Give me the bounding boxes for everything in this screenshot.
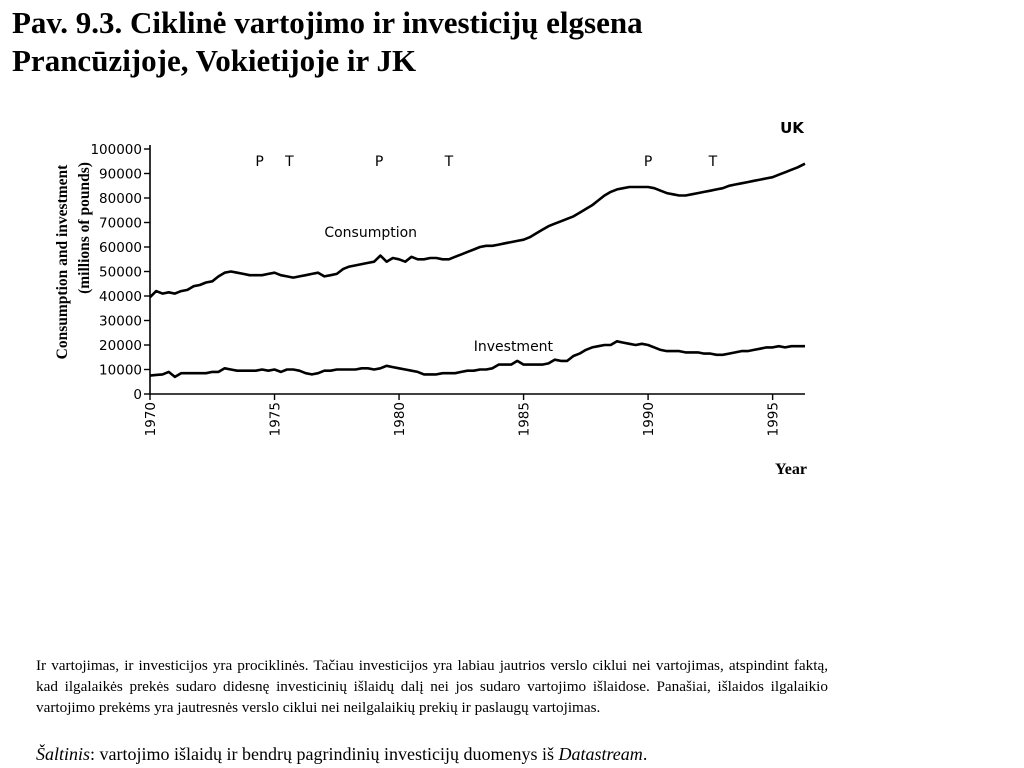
axes [90, 142, 805, 436]
slide-title-line-2: Prancūzijoje, Vokietijoje ir JK [12, 43, 417, 78]
x-axis-title: Year [775, 461, 807, 478]
y-tick-label: 0 [133, 387, 142, 403]
y-axis-title-line-2: (millions of pounds) [76, 162, 93, 294]
y-tick-label: 100000 [90, 142, 142, 158]
chart-labels [54, 119, 807, 478]
cycle-marker-t: T [708, 154, 718, 170]
source-label: Šaltinis [36, 744, 91, 764]
series-label-consumption: Consumption [324, 225, 418, 242]
y-tick-label: 60000 [99, 240, 142, 256]
series-line-consumption [150, 164, 805, 298]
source-note [36, 743, 836, 765]
source-end: . [642, 744, 648, 764]
x-tick-label: 1980 [392, 402, 409, 437]
y-tick-label: 30000 [99, 313, 142, 330]
y-tick-label: 80000 [99, 191, 142, 207]
x-tick-label: 1990 [641, 402, 658, 437]
x-tick-label: 1970 [143, 402, 159, 437]
source-text: : vartojimo išlaidų ir bendrų pagrindinių investicijų duomenys iš [90, 744, 559, 764]
region-label: UK [780, 119, 804, 137]
cycle-marker-t: T [285, 154, 294, 170]
source-italic: Datastream [558, 744, 643, 764]
y-axis-title-line-1: Consumption and investment [54, 164, 71, 360]
x-tick-label: 1975 [267, 402, 284, 437]
y-tick-label: 10000 [99, 362, 142, 379]
cycle-marker-t: T [444, 154, 454, 170]
cycle-marker-p: P [255, 154, 264, 170]
caption-text: Ir vartojimas, ir investicijos yra prociklinės. Tačiau investicijos yra labiau jautrios verslo ciklui nei vartojimas, atspindint faktą, kad ilgalaikės prekės sudaro didesnę investicinių išlaidų dalį nei jos sudaro vartojimo išlaidose. Panašiai, išlaidos ilgalaikio vartojimo prekėms yra jautresnės verslo ciklui nei neilgalaikių prekių ir paslaugų vartojimas. [36, 657, 828, 716]
y-tick-label: 40000 [99, 289, 142, 305]
x-tick-label: 1995 [765, 402, 782, 437]
cycle-marker-p: P [374, 154, 384, 170]
cycle-marker-p: P [643, 154, 653, 170]
y-tick-label: 90000 [99, 166, 142, 183]
y-tick-label: 70000 [99, 215, 142, 232]
slide-title-line-1: Pav. 9.3. Ciklinė vartojimo ir investicijų elgsena [12, 5, 643, 40]
y-tick-label: 20000 [99, 338, 142, 354]
x-tick-label: 1985 [516, 402, 533, 437]
y-tick-label: 50000 [99, 264, 142, 281]
series-label-investment: Investment [473, 339, 554, 356]
